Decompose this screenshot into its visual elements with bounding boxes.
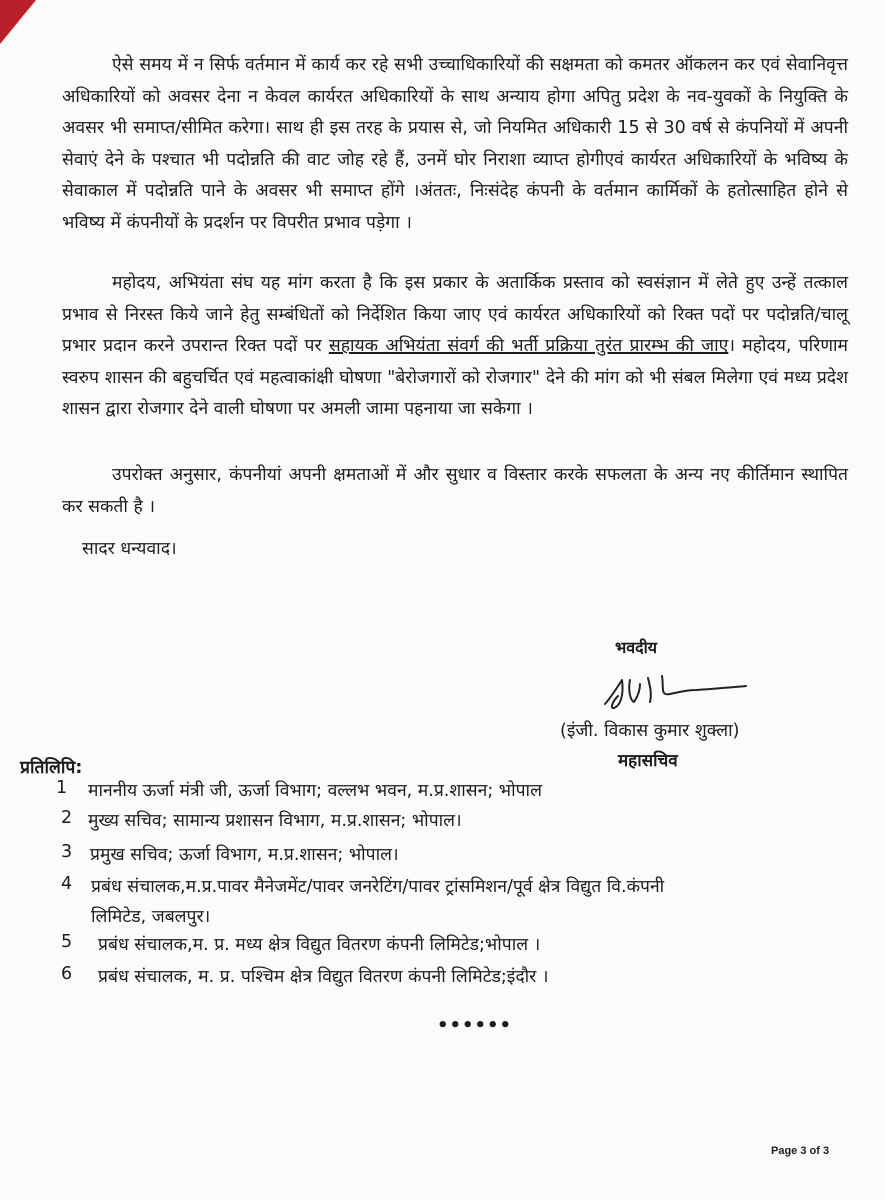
thanks-line: सादर धन्यवाद।: [82, 539, 177, 559]
copy-to-heading: प्रतिलिपि:: [20, 758, 83, 778]
paragraph-2: [62, 268, 848, 426]
handwritten-signature: [600, 666, 750, 716]
list-item-text: प्रबंध संचालक,म.प्र.पावर मैनेजमेंट/पावर जनरेटिंग/पावर ट्रांसमिशन/पूर्व क्षेत्र विद्युत वि.कंपनी: [91, 877, 665, 897]
paragraph-1: ऐसे समय में न सिर्फ वर्तमान में कार्य कर रहे सभी उच्चाधिकारियों की सक्षमता को कमतर ऑकलन कर एवं सेवानिवृत्त अधिकारियों को अवसर देना न केवल कार्यरत अधिकारियों के साथ अन्याय होगा अपितु प्रदेश के नव-युवकों के नियुक्ति के अवसर भी समाप्त/सीमित करेगा। साथ ही इस तरह के प्रयास से, जो नियमित अधिकारी 15 से 30 वर्ष से कंपनियों में अपनी सेवाएं देने के पश्चात भी पदोन्नति की वाट जोह रहे हैं, उनमें घोर निराशा व्याप्त होगीएवं कार्यरत अधिकारियों के भविष्य के सेवाकाल में पदोन्नति पाने के अवसर भी समाप्त होंगे ।अंततः, निःसंदेह कंपनी के वर्तमान कार्मिकों के हतोत्साहित होने से भविष्य में कंपनीयों के प्रदर्शन पर विपरीत प्रभाव पड़ेगा ।: [62, 55, 848, 233]
list-item-text: मुख्य सचिव; सामान्य प्रशासन विभाग, म.प्र.शासन; भोपाल।: [88, 811, 462, 831]
paragraph-2-text-start: महोदय, अभियंता संघ यह मांग करता है कि इस प्रकार के अतार्किक प्रस्ताव को स्वसंज्ञान में लेते हुए उन्हें तत्काल प्रभाव से निरस्त किये जाने हेतु सम्बंधितों को निर्देशित किया जाए एवं कार्यरत अधिकारियों को रिक्त पदों पर पदोन्नति/चालू प्रभार प्रदान करने उपरान्त रिक्त पदों पर: [62, 273, 848, 357]
list-item-text: प्रमुख सचिव; ऊर्जा विभाग, म.प्र.शासन; भोपाल।: [90, 845, 399, 865]
list-item-number: 5: [61, 932, 73, 952]
paragraph-2-underlined-demand: सहायक अभियंता संवर्ग की भर्ती प्रक्रिया तुरंत प्रारम्भ की जाए: [328, 336, 729, 357]
list-item-text: माननीय ऊर्जा मंत्री जी, ऊर्जा विभाग; वल्लभ भवन, म.प्र.शासन; भोपाल: [88, 781, 542, 801]
signatory-designation: महासचिव: [618, 751, 678, 771]
closing-salutation: भवदीय: [615, 638, 658, 657]
paragraph-2-text-end: । महोदय, परिणाम स्वरुप शासन की बहुचर्चित एवं महत्वाकांक्षी घोषणा "बेरोजगारों को रोजगार" देने की मांग को भी संबल मिलेगा एवं मध्य प्रदेश शासन द्वारा रोजगार देने वाली घोषणा पर अमली जामा पहनाया जा सकेगा ।: [62, 336, 848, 420]
list-item-number: 6: [61, 964, 73, 984]
end-of-list-dots: ••••••: [437, 1015, 513, 1036]
list-item-number: 3: [61, 842, 73, 862]
list-item-number: 1: [56, 778, 68, 798]
list-item-number: 4: [61, 874, 73, 894]
paragraph-3: उपरोक्त अनुसार, कंपनीयां अपनी क्षमताओं में और सुधार व विस्तार करके सफलता के अन्य नए कीर्तिमान स्थापित कर सकती है ।: [62, 465, 848, 517]
list-item-text-continued: लिमिटेड, जबलपुर।: [91, 907, 211, 927]
signatory-name: (इंजी. विकास कुमार शुक्ला): [560, 721, 740, 741]
list-item-number: 2: [61, 808, 73, 828]
list-item-text: प्रबंध संचालक,म. प्र. मध्य क्षेत्र विद्युत वितरण कंपनी लिमिटेड;भोपाल ।: [98, 935, 541, 955]
page-number: Page 3 of 3: [771, 1145, 830, 1157]
list-item-text: प्रबंध संचालक, म. प्र. पश्चिम क्षेत्र विद्युत वितरण कंपनी लिमिटेड;इंदौर ।: [98, 967, 549, 987]
red-corner-mark: [0, 0, 36, 44]
